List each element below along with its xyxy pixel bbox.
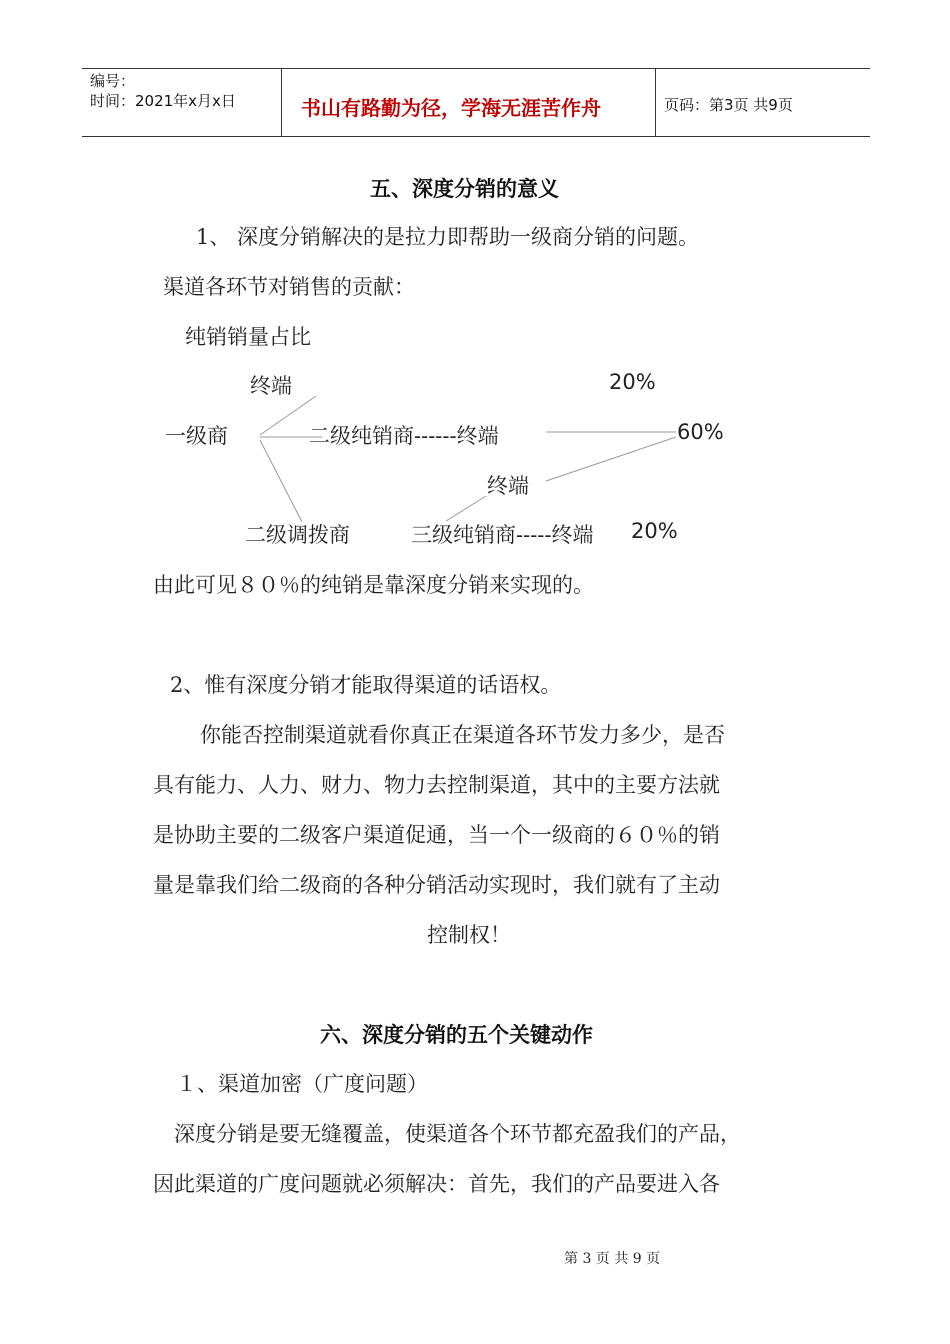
connector-to-terminal-top: [260, 396, 316, 435]
diagram-terminal-top: 终端: [250, 374, 292, 398]
item2-line-5: 控制权！: [427, 923, 511, 947]
diagram-level1: 一级商: [165, 424, 228, 448]
section5-title: 五、深度分销的意义: [370, 176, 559, 201]
page-footer: 第 3 页 共 9 页: [564, 1251, 661, 1267]
section6-title: 六、深度分销的五个关键动作: [320, 1022, 593, 1047]
header-number-label: 编号：: [90, 72, 136, 90]
section6-item1: １、渠道加密（广度问题）: [176, 1072, 428, 1096]
section6-line-2: 因此渠道的广度问题就必须解决：首先，我们的产品要进入各: [153, 1172, 720, 1196]
header-time-label: 时间：2021年x月x日: [90, 92, 236, 110]
item2-title: 2、惟有深度分销才能取得渠道的话语权。: [170, 673, 562, 697]
header-motto: 书山有路勤为径，学海无涯苦作舟: [301, 96, 601, 120]
diagram-level3-chain: 三级纯销商-----终端: [411, 523, 594, 547]
header-page-label: 页码：第3页 共9页: [664, 96, 793, 114]
connector-to-level2-alloc: [260, 440, 302, 522]
diagram-level2-alloc: 二级调拨商: [245, 523, 350, 547]
connector-terminal-mid-to-pct: [546, 437, 676, 481]
item2-line-2: 具有能力、人力、财力、物力去控制渠道，其中的主要方法就: [153, 773, 720, 797]
conclusion-text: 由此可见８０％的纯销是靠深度分销来实现的。: [153, 573, 594, 597]
net-sales-label: 纯销销量占比: [185, 325, 311, 349]
item2-line-1: 你能否控制渠道就看你真正在渠道各环节发力多少，是否: [200, 723, 725, 747]
section5-item1: 1、 深度分销解决的是拉力即帮助一级商分销的问题。: [196, 225, 700, 249]
diagram-pct-mid: 60%: [677, 420, 724, 444]
section6-line-1: 深度分销是要无缝覆盖，使渠道各个环节都充盈我们的产品，: [174, 1122, 741, 1146]
diagram-pct-bottom: 20%: [631, 519, 678, 543]
diagram-level2-chain: 二级纯销商------终端: [309, 424, 499, 448]
item2-line-4: 量是靠我们给二级商的各种分销活动实现时，我们就有了主动: [153, 873, 720, 897]
diagram-terminal-mid: 终端: [487, 474, 529, 498]
diagram-pct-top: 20%: [609, 370, 656, 394]
item2-line-3: 是协助主要的二级客户渠道促通，当一个一级商的６０％的销: [153, 823, 720, 847]
connector-level3-to-terminal: [446, 496, 486, 521]
contribution-label: 渠道各环节对销售的贡献：: [163, 275, 415, 299]
